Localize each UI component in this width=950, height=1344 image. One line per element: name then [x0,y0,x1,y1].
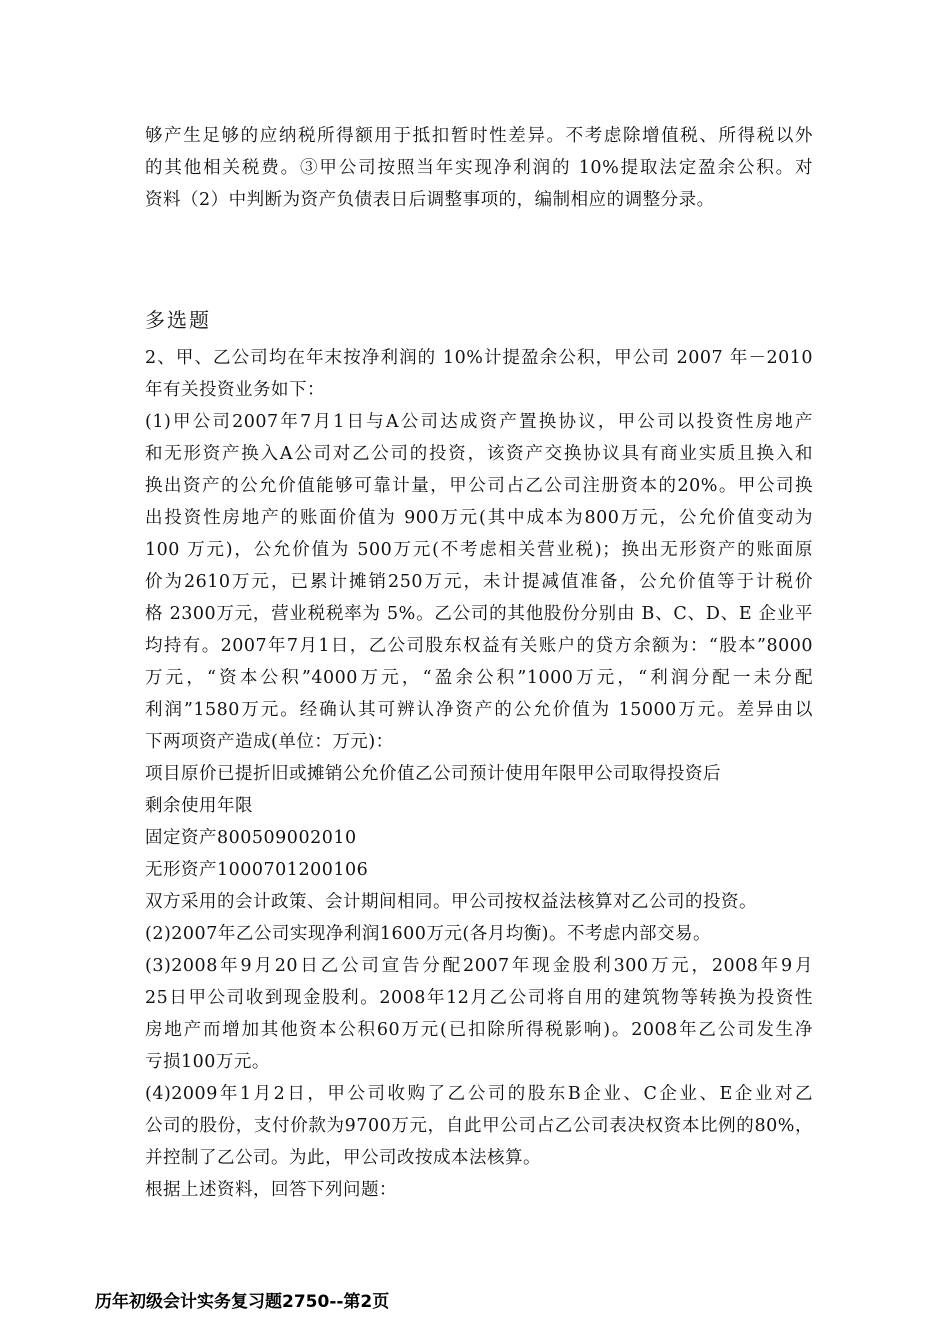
text-line: 价为2610万元，已累计摊销250万元，未计提减值准备，公允价值等于计税价 [145,572,813,592]
text-line: 和无形资产换入A公司对乙公司的投资，该资产交换协议具有商业实质且换入和 [145,444,813,464]
text-line: 剩余使用年限 [145,796,253,816]
text-line: 项目原价已提折旧或摊销公允价值乙公司预计使用年限甲公司取得投资后 [145,764,721,784]
page-footer: 历年初级会计实务复习题2750--第2页 [95,1292,390,1312]
text-line: (3)2008年9月20日乙公司宣告分配2007年现金股利300万元，2008年9月 [145,956,813,976]
text-line: 双方采用的会计政策、会计期间相同。甲公司按权益法核算对乙公司的投资。 [145,892,757,912]
text-line: 固定资产800509002010 [145,828,357,848]
text-line: 根据上述资料，回答下列问题： [145,1180,397,1200]
question-body [145,342,813,1206]
text-line: 万元，“资本公积”4000万元，“盈余公积”1000万元，“利润分配一未分配 [145,668,813,688]
text-line: 房地产而增加其他资本公积60万元(已扣除所得税影响)。2008年乙公司发生净 [145,1020,813,1040]
top-paragraph [145,120,813,216]
text-line: 利润”1580万元。经确认其可辨认净资产的公允价值为 15000万元。差异由以 [145,700,813,720]
text-line: (4)2009年1月2日，甲公司收购了乙公司的股东B企业、C企业、E企业对乙 [145,1084,813,1104]
text-line: 出投资性房地产的账面价值为 900万元(其中成本为800万元，公允价值变动为 [145,508,813,528]
text-line: 年有关投资业务如下： [145,380,325,400]
text-line: 格 2300万元，营业税税率为 5%。乙公司的其他股份分别由 B、C、D、E 企业平 [145,604,813,624]
text-line: 下两项资产造成(单位：万元)： [145,732,394,752]
text-line: 换出资产的公允价值能够可靠计量，甲公司占乙公司注册资本的20%。甲公司换 [145,476,813,496]
text-line: 无形资产1000701200106 [145,860,369,880]
text-line: 资料（2）中判断为资产负债表日后调整事项的，编制相应的调整分录。 [145,190,715,210]
text-line: 均持有。2007年7月1日，乙公司股东权益有关账户的贷方余额为：“股本”8000 [145,636,813,656]
text-line: 的其他相关税费。③甲公司按照当年实现净利润的 10%提取法定盈余公积。对 [145,158,813,178]
text-line: 100 万元)，公允价值为 500万元(不考虑相关营业税)；换出无形资产的账面原 [145,540,813,560]
text-line: 2、甲、乙公司均在年末按净利润的 10%计提盈余公积，甲公司 2007 年－2010 [145,348,813,368]
text-line: 亏损100万元。 [145,1052,270,1072]
text-line: 25日甲公司收到现金股利。2008年12月乙公司将自用的建筑物等转换为投资性 [145,988,813,1008]
section-title: 多选题 [145,308,211,332]
text-line: (2)2007年乙公司实现净利润1600万元(各月均衡)。不考虑内部交易。 [145,924,712,944]
text-line: (1)甲公司2007年7月1日与A公司达成资产置换协议，甲公司以投资性房地产 [145,412,813,432]
text-line: 并控制了乙公司。为此，甲公司改按成本法核算。 [145,1148,541,1168]
text-line: 够产生足够的应纳税所得额用于抵扣暂时性差异。不考虑除增值税、所得税以外 [145,126,813,146]
text-line: 公司的股份，支付价款为9700万元，自此甲公司占乙公司表决权资本比例的80%， [145,1116,813,1136]
